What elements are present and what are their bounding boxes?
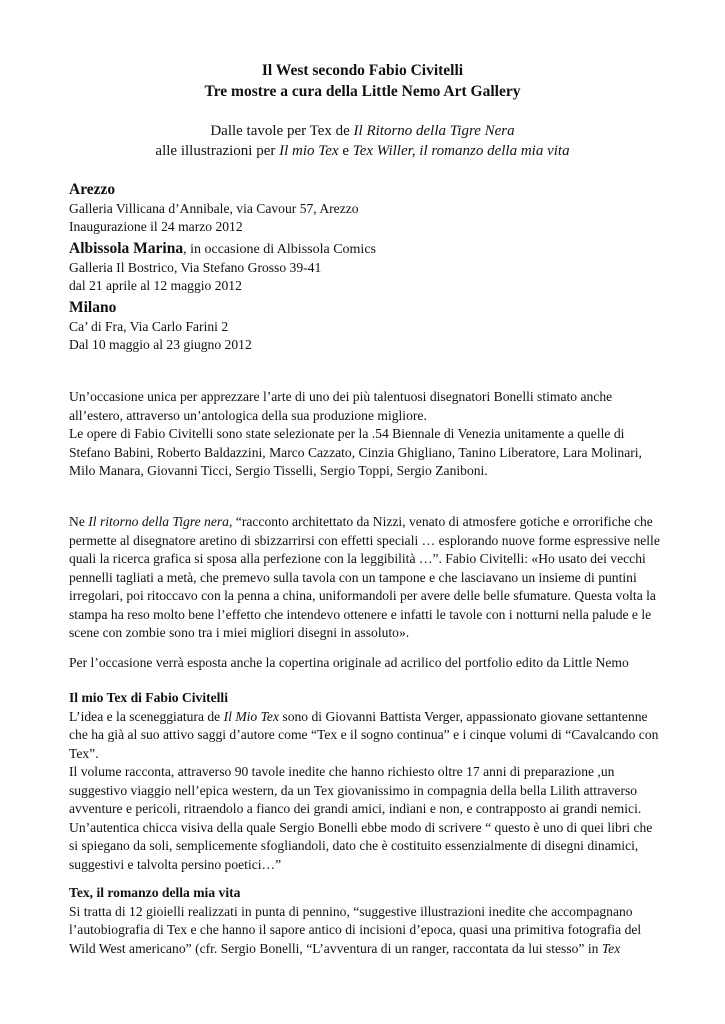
text-line: avventure e pericoli, ritraendolo a fianco dei grandi amici, indiani e non, e contrapposto ai grandi nemici. xyxy=(69,801,642,816)
text-line: Stefano Babini, Roberto Baldazzini, Marco Cazzato, Cinzia Ghigliano, Tanino Liberatore, Lara Molinari, xyxy=(69,444,642,460)
text-line xyxy=(69,940,659,959)
venue-arezzo-dates: Inaugurazione il 24 marzo 2012 xyxy=(69,219,243,234)
venue-albissola-city xyxy=(69,239,376,260)
text-line: stampa ha reso molto bene l’effetto che intendevo ottenere e infatti le tavole con i notturni nella palude e le xyxy=(69,606,652,622)
subtitle-text: Dalle tavole per Tex de xyxy=(210,123,354,139)
copertina-paragraph xyxy=(69,654,659,673)
text-line: Le opere di Fabio Civitelli sono state selezionate per la .54 Biennale di Venezia unitamente a quelle di xyxy=(69,426,625,441)
intro-paragraph xyxy=(69,388,659,481)
venue-arezzo-address: Galleria Villicana d’Annibale, via Cavour 57, Arezzo xyxy=(69,201,359,216)
venue-albissola-dates: dal 21 aprile al 12 maggio 2012 xyxy=(69,278,242,293)
text-line: che ha già al suo attivo saggi d’autore come “Tex e il sogno continua” e i cinque volumi di “Cavalcando con xyxy=(69,727,659,742)
text-run: , “racconto architettato da Nizzi, venato di atmosfere gotiche e orrorifiche che xyxy=(228,514,653,529)
text-line: permette al disegnatore aretino di sbizzarrirsi con effetti speciali … esplorando nuove forme espressive nelle xyxy=(69,532,660,548)
text-line: scene con zombie sono tra i miei migliori disegni in assoluto». xyxy=(69,625,410,640)
document-title: Il West secondo Fabio Civitelli xyxy=(261,62,464,79)
text-run: L’idea e la sceneggiatura de xyxy=(69,708,224,724)
italic-title: Tex xyxy=(601,940,621,956)
text-line: Tex”. xyxy=(69,745,99,761)
text-line: Un’autentica chicca visiva della quale Sergio Bonelli ebbe modo di scrivere “ questo è uno di quei libri che xyxy=(69,819,653,835)
subtitle-italic: Il Ritorno della Tigre Nera xyxy=(353,123,515,139)
text-line xyxy=(69,513,659,532)
text-line xyxy=(69,708,659,727)
venue-milano-address: Ca’ di Fra, Via Carlo Farini 2 xyxy=(69,319,229,334)
text-line: suggestivi e talvolta persino poetici…” xyxy=(69,856,282,872)
text-line: pennelli tagliati a metà, che premevo sulla tavola con un tampone e che lasciavano un insieme di puntini xyxy=(69,569,637,585)
text-line: Si tratta di 12 gioielli realizzati in punta di pennino, “suggestive illustrazioni inedite che accompagnano xyxy=(69,903,633,919)
romanzo-section xyxy=(69,884,659,958)
text-line: all’estero, attraverso un’antologica della sua produzione migliore. xyxy=(69,407,427,423)
text-run: Wild West americano” (cfr. Sergio Bonelli, “L’avventura di un ranger, raccontata da lui stesso” in xyxy=(69,940,602,956)
text-line: quali la ricerca grafica si sposa alla perfezione con la leggibilità …”. Fabio Civitelli: «Ho usato dei vecchi xyxy=(69,551,646,566)
section-heading: Il mio Tex di Fabio Civitelli xyxy=(69,690,228,705)
subtitle-line-2 xyxy=(0,141,725,161)
text-line: Il volume racconta, attraverso 90 tavole inedite che hanno richiesto oltre 17 anni di preparazione ,un xyxy=(69,764,615,779)
venue-albissola-address: Galleria Il Bostrico, Via Stefano Grosso 39-41 xyxy=(69,260,322,275)
text-line: suggestivo viaggio nell’epica western, da un Tex giovanissimo in compagnia della bella Lilith attraverso xyxy=(69,782,638,798)
section-heading: Tex, il romanzo della mia vita xyxy=(69,885,241,900)
text-run: Ne xyxy=(69,514,89,529)
venue-albissola-note: , in occasione di Albissola Comics xyxy=(183,242,376,257)
subtitle-text: alle illustrazioni per xyxy=(155,143,280,159)
text-line: Un’occasione unica per apprezzare l’arte di uno dei più talentuosi disegnatori Bonelli stimato anche xyxy=(69,389,613,404)
text-line: irregolari, poi ritoccavo con la penna a china, uniformandoli per avere delle belle sfumature. Questa volta la xyxy=(69,588,656,603)
subtitle-line-1 xyxy=(0,121,725,141)
venue-milano-dates: Dal 10 maggio al 23 giugno 2012 xyxy=(69,337,252,352)
venue-albissola-name: Albissola Marina xyxy=(69,240,184,257)
text-line: Per l’occasione verrà esposta anche la copertina originale ad acrilico del portfolio edito da Little Nemo xyxy=(69,655,629,670)
text-run: sono di Giovanni Battista Verger, appassionato giovane settantenne xyxy=(279,708,648,724)
subtitle-italic: Il mio Tex xyxy=(279,143,339,159)
italic-title: Il ritorno della Tigre nera xyxy=(88,514,229,529)
text-line: Milo Manara, Giovanni Ticci, Sergio Tisselli, Sergio Toppi, Sergio Zaniboni. xyxy=(69,463,488,478)
venue-milano-city: Milano xyxy=(69,299,117,316)
text-line: si spiegano da soli, semplicemente sfogliandoli, dato che è costituito essenzialmente di disegni dinamici, xyxy=(69,838,639,853)
text-line: l’autobiografia di Tex e che hanno il sapore antico di incisioni d’epoca, quasi una primitiva fotografia del xyxy=(69,922,642,937)
tigre-nera-paragraph xyxy=(69,513,659,643)
subtitle-italic: Tex Willer, il romanzo della mia vita xyxy=(352,143,570,159)
italic-title: Il Mio Tex xyxy=(223,708,280,724)
mio-tex-section xyxy=(69,689,659,874)
subtitle-text: e xyxy=(338,143,353,159)
document-subtitle: Tre mostre a cura della Little Nemo Art Gallery xyxy=(204,83,521,100)
venue-arezzo-city: Arezzo xyxy=(69,181,116,198)
